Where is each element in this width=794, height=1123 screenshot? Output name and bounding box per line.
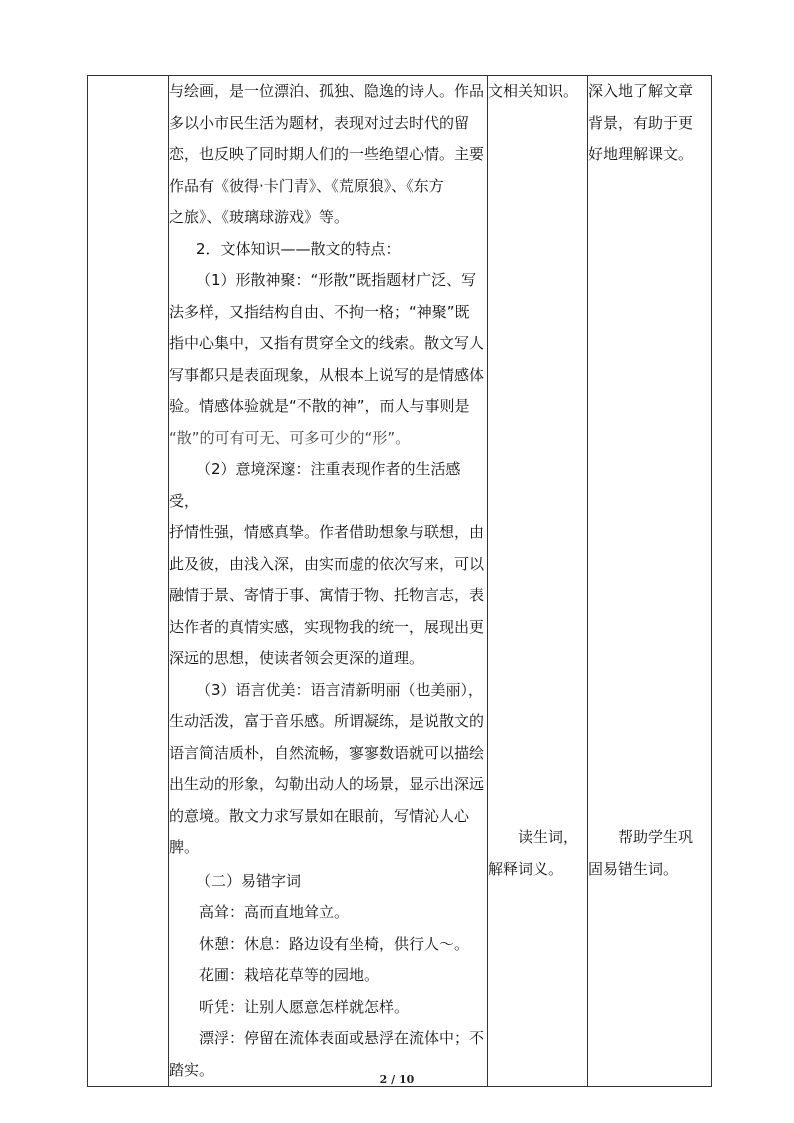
content-cell	[169, 76, 488, 1087]
bio-line: 恋，也反映了同时期人们的一些绝望心情。主要	[169, 145, 485, 163]
stage-cell	[88, 76, 169, 1087]
purpose-line: 深入地了解文章	[588, 82, 694, 100]
vocab-item: 高耸：高而直地耸立。	[199, 903, 350, 921]
point-line: 抒情性强，情感真挚。作者借助想象与联想，由	[169, 523, 485, 541]
point-line: 的意境。散文力求写景如在眼前，写情沁人心	[169, 806, 470, 825]
section-heading: 2．文体知识——散文的特点：	[196, 239, 401, 258]
design-purpose-cell	[588, 76, 712, 1087]
bio-line: 作品有《彼得·卡门青》、《荒原狼》、《东方	[169, 176, 444, 195]
purpose-line: 帮助学生巩	[618, 828, 694, 846]
page-number: 2 / 10	[379, 1073, 415, 1086]
vocab-item: 听凭：让别人愿意怎样就怎样。	[199, 997, 410, 1016]
point-line: 语言简洁质朴，自然流畅，寥寥数语就可以描绘	[169, 743, 485, 762]
point-line: 法多样，又指结构自由、不拘一格；“神聚”既	[169, 302, 470, 321]
point-line: （2）意境深邃：注重表现作者的生活感受，	[169, 460, 461, 510]
lesson-table	[87, 75, 712, 1087]
purpose-line: 固易错生词。	[588, 859, 679, 878]
point-line: 验。情感体验就是“不散的神”，而人与事则是	[169, 397, 470, 415]
point-line: 此及彼，由浅入深，由实而虚的依次写来，可以	[169, 554, 485, 573]
bio-line: 与绘画，是一位漂泊、孤独、隐逸的诗人。作品	[169, 82, 485, 100]
point-line: 写事都只是表面现象，从根本上说写的是情感体	[169, 365, 485, 384]
vocab-item: 踏实。	[169, 1060, 215, 1079]
point-line: 出生动的形象，勾勒出动人的场景，显示出深远	[169, 775, 485, 793]
section-title: （二）易错字词	[196, 871, 302, 890]
purpose-line: 好地理解课文。	[588, 145, 694, 163]
student-activity-line: 读生词，	[518, 828, 579, 846]
point-line: 生动活泼，富于音乐感。所谓凝练，是说散文的	[169, 712, 485, 730]
point-line: “散”的可有可无、可多可少的“形”。	[169, 428, 411, 447]
point-line: 融情于景、寄情于事、寓情于物、托物言志，表	[169, 586, 485, 604]
purpose-line: 背景，有助于更	[588, 113, 694, 132]
bio-line: 之旅》、《玻璃球游戏》等。	[169, 208, 350, 226]
vocab-item: 漂浮：停留在流体表面或悬浮在流体中；不	[199, 1029, 485, 1047]
point-line: （3）语言优美：语言清新明丽（也美丽），	[196, 680, 484, 699]
student-activity-text: 文相关知识。	[488, 82, 579, 100]
point-line: 达作者的真情实感，实现物我的统一，展现出更	[169, 617, 485, 636]
point-line: 指中心集中，又指有贯穿全文的线索。散文写人	[169, 334, 485, 352]
point-line: 脾。	[169, 838, 200, 856]
point-line: （1）形散神聚：“形散”既指题材广泛、写	[196, 271, 477, 289]
point-line: 深远的思想，使读者领会更深的道理。	[169, 649, 425, 667]
bio-line: 多以小市民生活为题材，表现对过去时代的留	[169, 113, 470, 132]
student-activity-cell	[488, 76, 588, 1087]
table-row	[88, 76, 712, 1087]
student-activity-line: 解释词义。	[488, 859, 564, 878]
vocab-item: 花圃：栽培花草等的园地。	[199, 966, 380, 984]
vocab-item: 休憩：休息：路边设有坐椅，供行人～。	[199, 934, 470, 953]
